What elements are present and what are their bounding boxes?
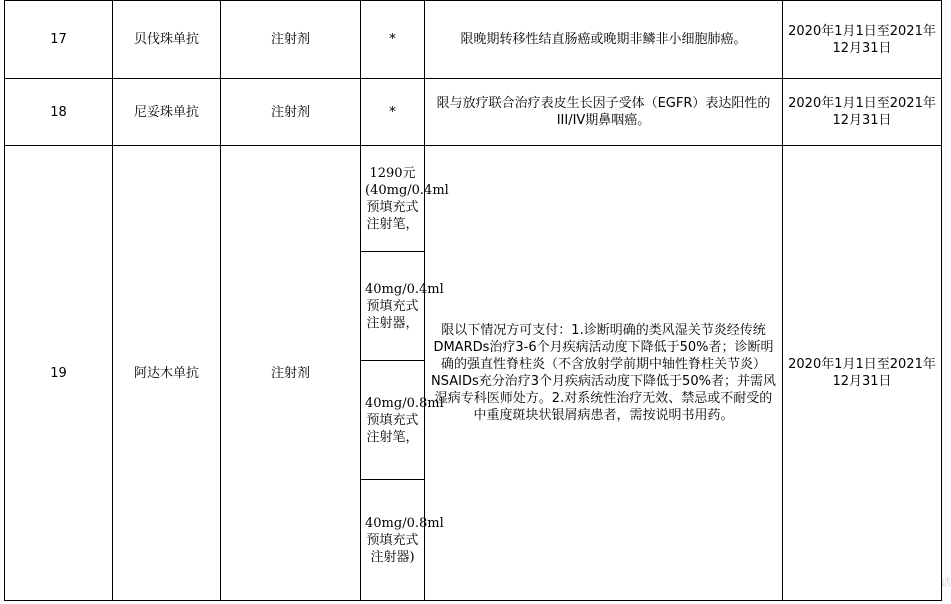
agreement-period: 2020年1月1日至2021年12月31日 xyxy=(783,146,942,601)
reimbursement-limit: 限以下情况方可支付：1.诊断明确的类风湿关节炎经传统DMARDs治疗3-6个月疾病活动度下降低于50%者；诊断明确的强直性脊柱炎（不含放射学前期中轴性脊柱关节炎）NSAIDs充分治疗3个月疾病活动度下降低于50%者；并需风湿病专科医师处方。2.对系统性治疗无效、禁忌或不耐受的中重度斑块状银屑病患者，需按说明书用药。 xyxy=(425,146,783,601)
row-number: 17 xyxy=(5,1,113,79)
agreement-period: 2020年1月1日至2021年12月31日 xyxy=(783,79,942,146)
row-number: 19 xyxy=(5,146,113,601)
reimbursement-limit: 限晚期转移性结直肠癌或晚期非鳞非小细胞肺癌。 xyxy=(425,1,783,79)
dosage-form: 注射剂 xyxy=(221,146,361,601)
payment-standard-item: 1290元(40mg/0.4ml 预填充式注射笔， xyxy=(361,146,425,252)
payment-standard: * xyxy=(361,79,425,146)
dosage-form: 注射剂 xyxy=(221,1,361,79)
payment-standard-item: 40mg/0.8ml 预填充式注射器) xyxy=(361,480,425,601)
payment-standard-item: 40mg/0.8ml 预填充式注射笔， xyxy=(361,361,425,480)
drug-name: 贝伐珠单抗 xyxy=(113,1,221,79)
reimbursement-limit: 限与放疗联合治疗表皮生长因子受体（EGFR）表达阳性的III/IV期鼻咽癌。 xyxy=(425,79,783,146)
table-row-17 xyxy=(5,1,942,79)
drug-name: 阿达木单抗 xyxy=(113,146,221,601)
drug-table xyxy=(4,0,942,601)
agreement-period: 2020年1月1日至2021年12月31日 xyxy=(783,1,942,79)
payment-standard-item: 40mg/0.4ml 预填充式注射器， xyxy=(361,252,425,361)
edge-watermark: 话 xyxy=(941,578,951,589)
row-number: 18 xyxy=(5,79,113,146)
table-row-18 xyxy=(5,79,942,146)
dosage-form: 注射剂 xyxy=(221,79,361,146)
payment-standard: * xyxy=(361,1,425,79)
drug-name: 尼妥珠单抗 xyxy=(113,79,221,146)
table-row-19 xyxy=(5,146,942,252)
